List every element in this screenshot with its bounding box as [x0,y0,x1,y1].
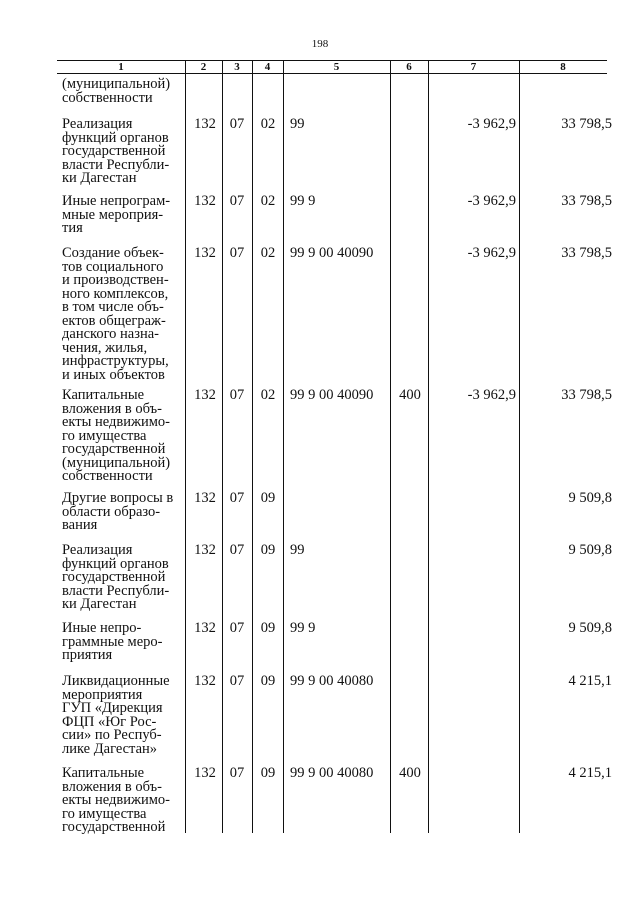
row-adm-code: 132 [194,620,216,636]
row-name: Иные непро- граммные меро- приятия [62,620,163,663]
row-total-amount: 9 509,8 [568,542,612,558]
row-adm-code: 132 [194,673,216,689]
row-section: 07 [229,193,245,209]
row-adm-code: 132 [194,193,216,209]
row-name: Создание объек- тов социального и производствен- ного комплексов, в том числе объ- ектов общеграж- данского назна- чения, жилья, инфраструктуры, и иных объектов [62,245,169,383]
row-subsection: 02 [260,245,276,261]
row-subsection: 09 [260,620,276,636]
row-total-amount: 9 509,8 [568,490,612,506]
row-total-amount: 33 798,5 [561,387,612,403]
row-name: Капитальные вложения в объ- екты недвижимо- го имущества государственной [62,765,171,835]
header-col-3: 3 [234,61,240,73]
row-target-code: 99 9 00 40080 [290,765,374,781]
row-total-amount: 33 798,5 [561,193,612,209]
header-bottom-rule [57,73,607,74]
row-target-code: 99 [290,542,305,558]
row-target-code: 99 9 00 40090 [290,387,374,403]
header-col-6: 6 [406,61,412,73]
row-subsection: 02 [260,387,276,403]
col-rule [283,60,284,833]
row-adm-code: 132 [194,116,216,132]
row-adm-code: 132 [194,245,216,261]
row-subsection: 09 [260,765,276,781]
header-col-8: 8 [560,61,566,73]
row-expense-type: 400 [399,387,421,403]
row-name: Реализация функций органов государственной власти Республи- ки Дагестан [62,542,170,612]
col-rule [390,60,391,833]
row-section: 07 [229,765,245,781]
row-total-amount: 9 509,8 [568,620,612,636]
header-col-1: 1 [118,61,124,73]
header-col-4: 4 [264,61,271,73]
row-change-amount: -3 962,9 [467,193,516,209]
row-change-amount: -3 962,9 [467,387,516,403]
row-adm-code: 132 [194,542,216,558]
row-change-amount: -3 962,9 [467,245,516,261]
row-adm-code: 132 [194,490,216,506]
page-number: 198 [311,38,329,50]
row-subsection: 09 [260,673,276,689]
row-total-amount: 33 798,5 [561,116,612,132]
row-total-amount: 4 215,1 [568,673,612,689]
header-col-5: 5 [333,61,340,73]
row-name: Капитальные вложения в объ- екты недвижимо- го имущества государственной (муниципальной) собственности [62,387,171,484]
row-adm-code: 132 [194,765,216,781]
row-target-code: 99 [290,116,305,132]
row-expense-type: 400 [399,765,421,781]
col-rule [222,60,223,833]
header-col-7: 7 [470,61,477,73]
row-target-code: 99 9 00 40090 [290,245,374,261]
row-name: Реализация функций органов государственной власти Республи- ки Дагестан [62,116,170,186]
row-subsection: 02 [260,116,276,132]
col-rule [252,60,253,833]
row-total-amount: 33 798,5 [561,245,612,261]
row-target-code: 99 9 [290,620,316,636]
row-name: Иные непрограм- мные мероприя- тия [62,193,171,236]
col-rule [519,60,520,833]
row-subsection: 09 [260,542,276,558]
row-section: 07 [229,490,245,506]
row-section: 07 [229,673,245,689]
row-name: Ликвидационные мероприятия ГУП «Дирекция ФЦП «Юг Рос- сии» по Респуб- лике Дагестан» [62,673,170,757]
row-target-code: 99 9 00 40080 [290,673,374,689]
row-adm-code: 132 [194,387,216,403]
row-section: 07 [229,542,245,558]
row-section: 07 [229,116,245,132]
row-change-amount: -3 962,9 [467,116,516,132]
col-rule [185,60,186,833]
row-total-amount: 4 215,1 [568,765,612,781]
row-subsection: 09 [260,490,276,506]
col-rule [428,60,429,833]
row-name: Другие вопросы в области образо- вания [62,490,174,533]
row-section: 07 [229,620,245,636]
row-section: 07 [229,245,245,261]
row-name: (муниципальной) собственности [62,76,171,106]
row-subsection: 02 [260,193,276,209]
row-section: 07 [229,387,245,403]
header-col-2: 2 [200,61,207,73]
row-target-code: 99 9 [290,193,316,209]
